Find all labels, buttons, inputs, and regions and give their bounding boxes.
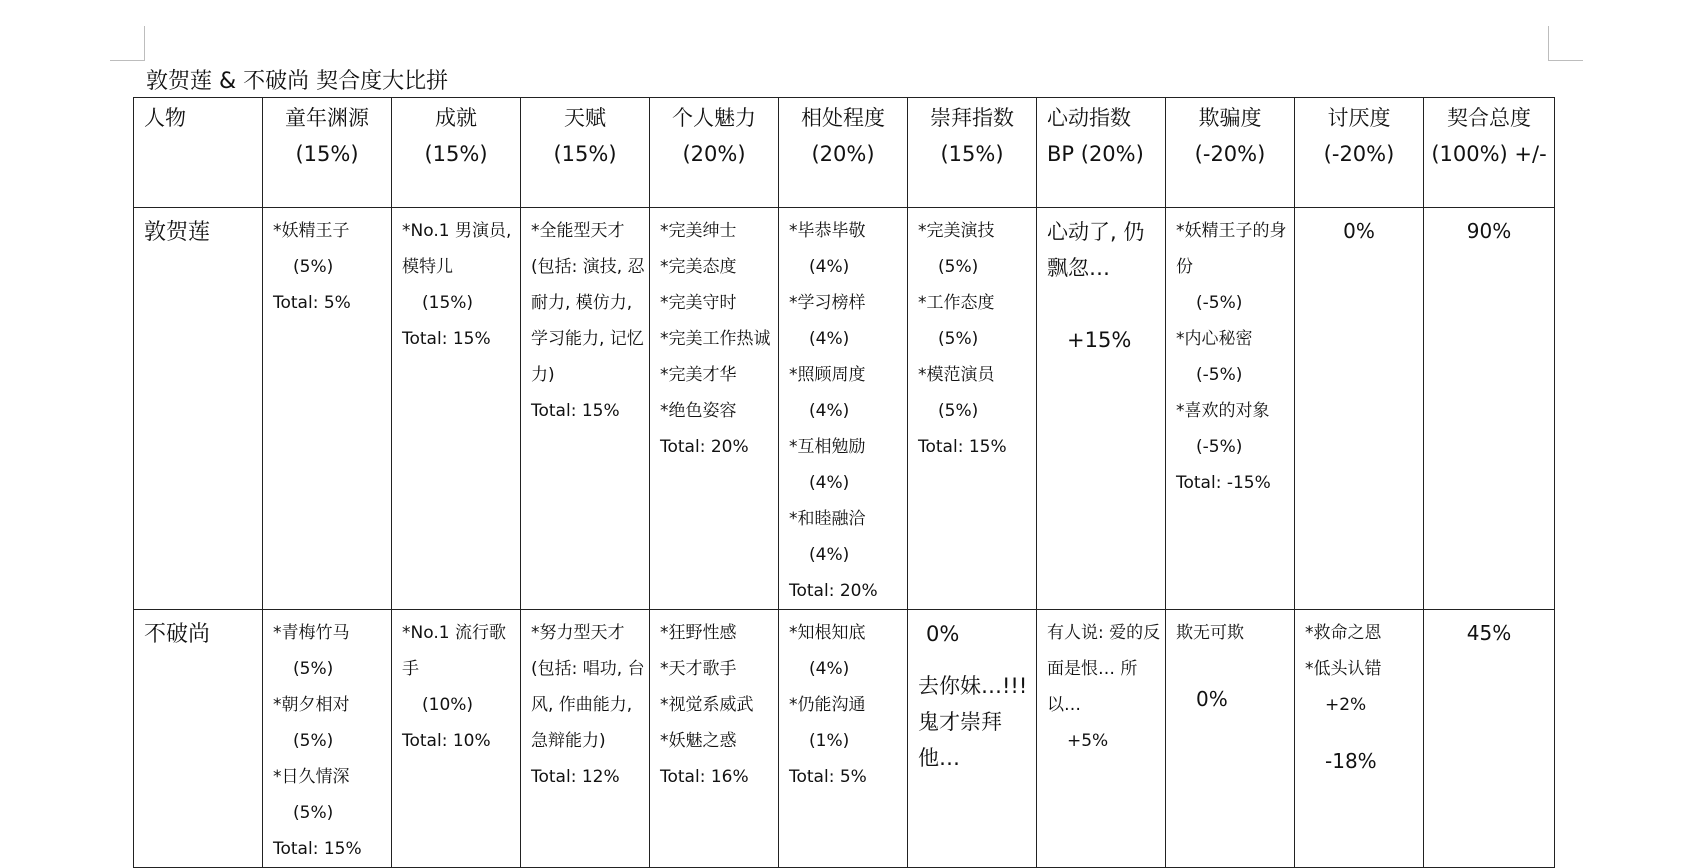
header-dislike: 讨厌度 (-20%)	[1295, 98, 1424, 208]
page-corner-mark-top-right	[1548, 26, 1583, 61]
cell-achievement: *No.1 流行歌手 (10%) Total: 10%	[392, 610, 521, 868]
header-charm: 个人魅力 (20%)	[650, 98, 779, 208]
cell-childhood: *青梅竹马 (5%) *朝夕相对 (5%) *日久情深 (5%) Total: 15%	[263, 610, 392, 868]
cell-dislike: *救命之恩 *低头认错 +2% -18%	[1295, 610, 1424, 868]
cell-dislike: 0%	[1295, 208, 1424, 610]
cell-talent: *努力型天才 (包括: 唱功, 台风, 作曲能力, 急辩能力) Total: 12%	[521, 610, 650, 868]
header-childhood: 童年渊源 (15%)	[263, 98, 392, 208]
cell-talent: *全能型天才 (包括: 演技, 忍耐力, 模仿力, 学习能力, 记忆力) Total: 15%	[521, 208, 650, 610]
cell-worship: 0% 去你妹…!!! 鬼才崇拜他…	[908, 610, 1037, 868]
table-row	[134, 208, 1555, 610]
document-title: 敦贺莲 & 不破尚 契合度大比拼	[146, 69, 449, 94]
cell-charm: *狂野性感 *天才歌手 *视觉系威武 *妖魅之惑 Total: 16%	[650, 610, 779, 868]
header-deception: 欺骗度 (-20%)	[1166, 98, 1295, 208]
header-heartbeat: 心动指数 BP (20%)	[1037, 98, 1166, 208]
header-overall: 契合总度 (100%) +/-	[1424, 98, 1555, 208]
header-talent: 天赋 (15%)	[521, 98, 650, 208]
header-relationship: 相处程度 (20%)	[779, 98, 908, 208]
cell-deception: 欺无可欺 0%	[1166, 610, 1295, 868]
cell-overall: 90%	[1424, 208, 1555, 610]
page-corner-mark-top-left	[110, 26, 145, 61]
cell-childhood: *妖精王子 (5%) Total: 5%	[263, 208, 392, 610]
table-row	[134, 610, 1555, 868]
cell-overall: 45%	[1424, 610, 1555, 868]
cell-relationship: *毕恭毕敬 (4%) *学习榜样 (4%) *照顾周度 (4%) *互相勉励 (4%) *和睦融洽 (4%) Total: 20%	[779, 208, 908, 610]
cell-deception: *妖精王子的身份 (-5%) *内心秘密 (-5%) *喜欢的对象 (-5%) Total: -15%	[1166, 208, 1295, 610]
cell-heartbeat: 有人说: 爱的反面是恨… 所以… +5%	[1037, 610, 1166, 868]
header-worship: 崇拜指数 (15%)	[908, 98, 1037, 208]
header-achievement: 成就 (15%)	[392, 98, 521, 208]
person-name: 敦贺莲	[134, 208, 263, 610]
person-name: 不破尚	[134, 610, 263, 868]
cell-charm: *完美绅士 *完美态度 *完美守时 *完美工作热诚 *完美才华 *绝色姿容 Total: 20%	[650, 208, 779, 610]
cell-heartbeat: 心动了, 仍飘忽… +15%	[1037, 208, 1166, 610]
comparison-table	[133, 97, 1555, 868]
cell-achievement: *No.1 男演员, 模特儿 (15%) Total: 15%	[392, 208, 521, 610]
header-row	[134, 98, 1555, 208]
cell-relationship: *知根知底 (4%) *仍能沟通 (1%) Total: 5%	[779, 610, 908, 868]
header-person: 人物	[134, 98, 263, 208]
cell-worship: *完美演技 (5%) *工作态度 (5%) *模范演员 (5%) Total: 15%	[908, 208, 1037, 610]
